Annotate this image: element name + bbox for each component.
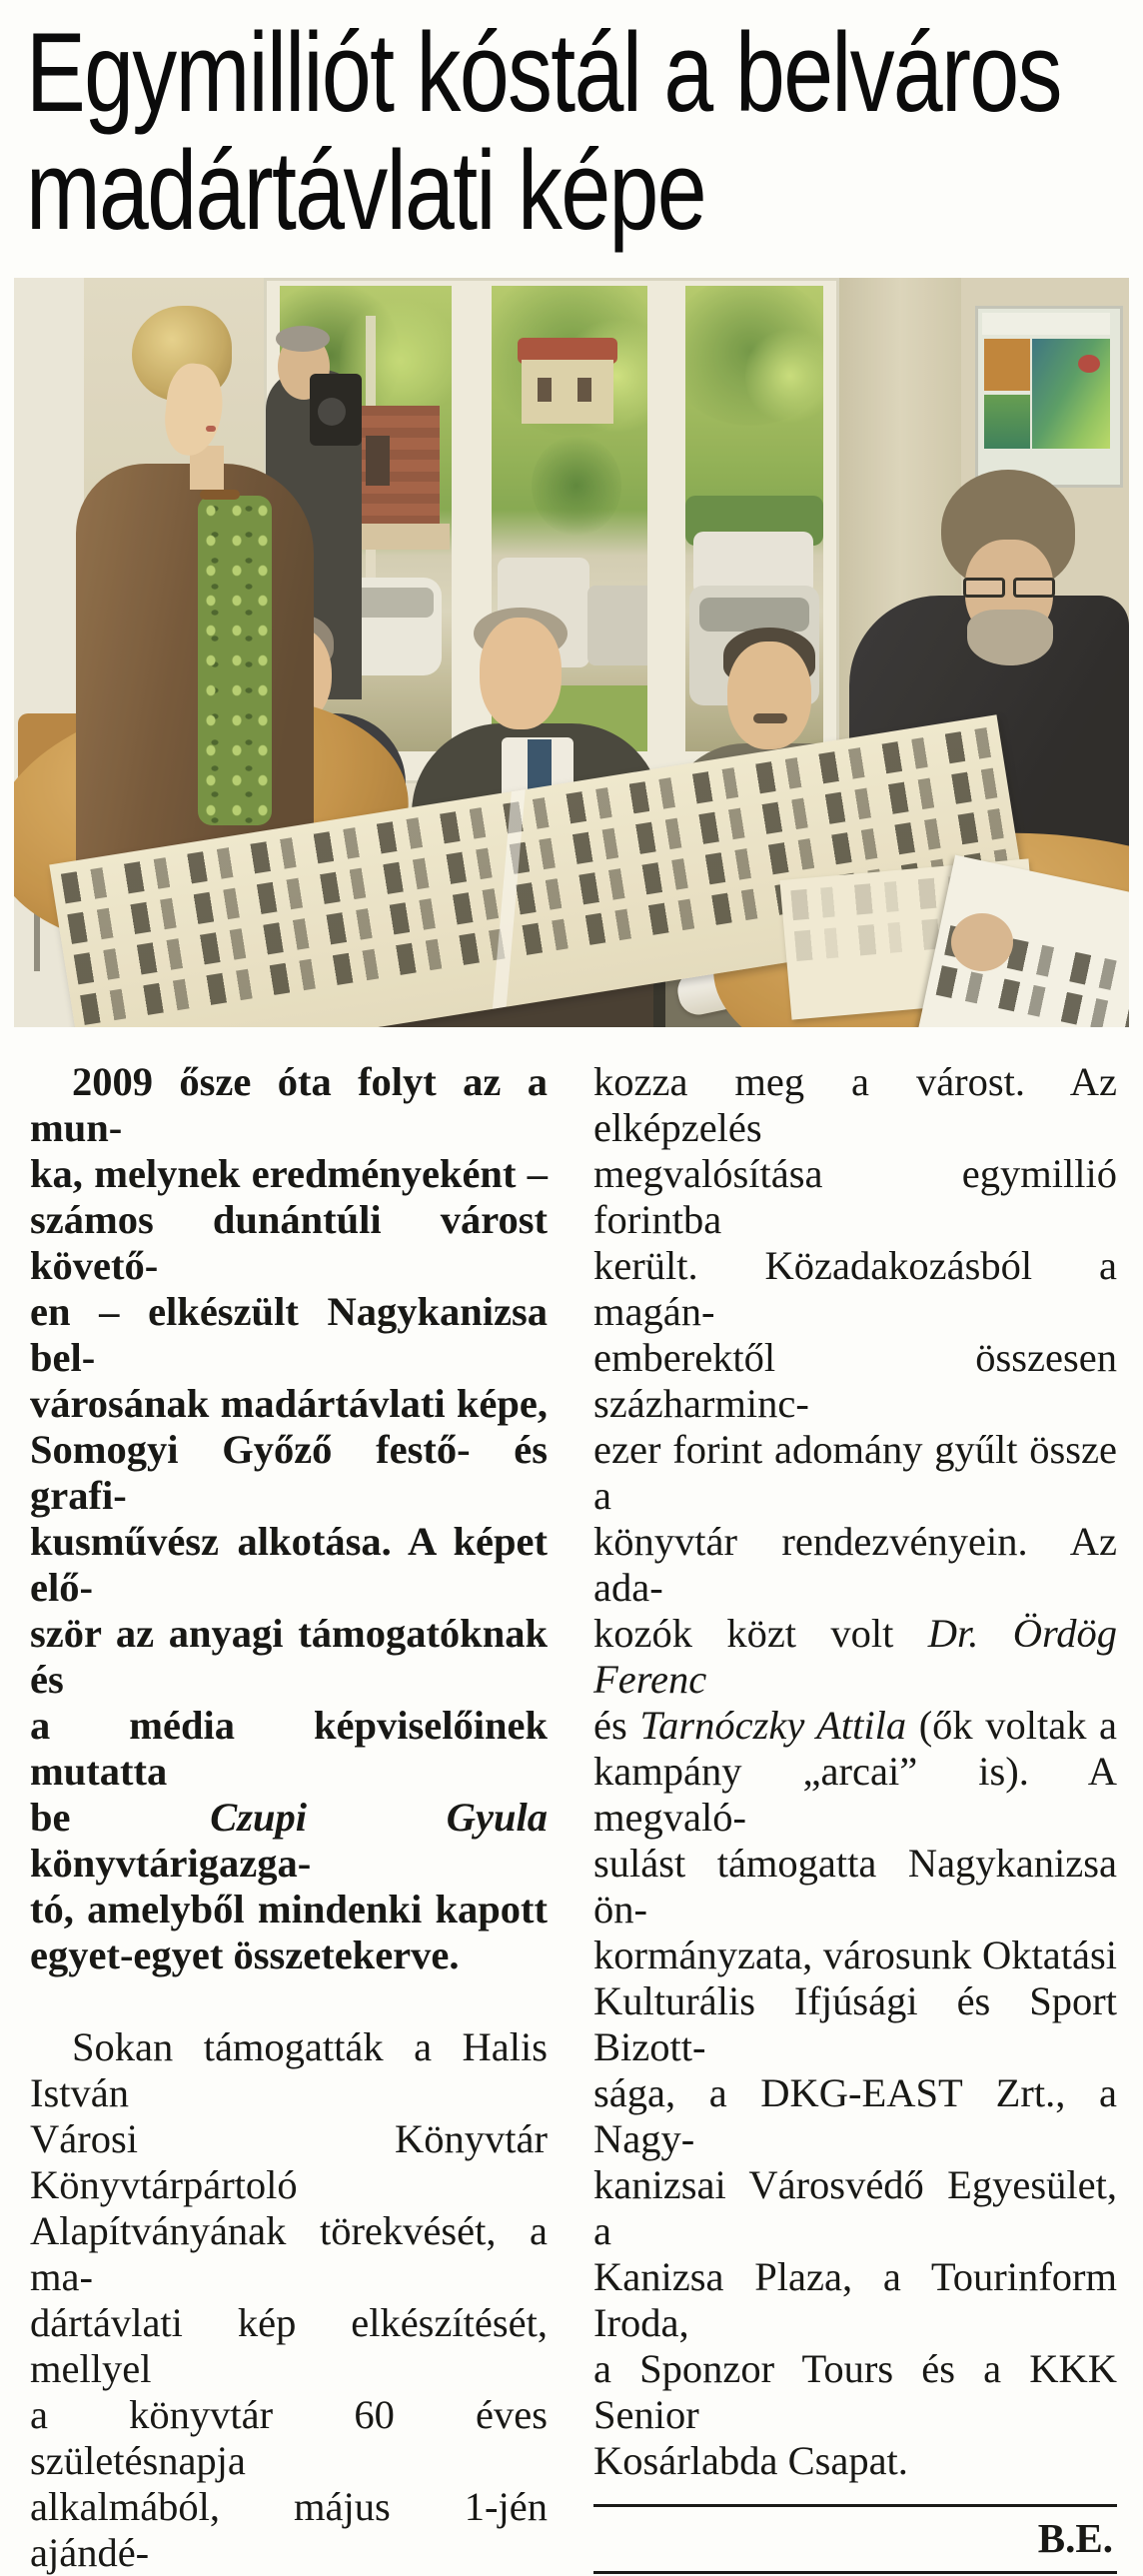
text-line: könyvtár rendezvényein. Az ada- <box>593 1519 1117 1610</box>
photo-poster-orange-block <box>984 339 1030 391</box>
text-line: be Czupi Gyula könyvtárigazga- <box>30 1795 549 1886</box>
paragraph <box>30 1059 548 1978</box>
text-line: Alapítványának törekvését, a ma- <box>30 2208 549 2299</box>
text-line: sága, a DKG-EAST Zrt., a Nagy- <box>593 2070 1117 2161</box>
article-column-right-text <box>593 1059 1117 2484</box>
text-line: került. Közadakozásból a magán- <box>593 1243 1117 1334</box>
photo-poster-art <box>1032 339 1110 449</box>
photo-woman-necklace <box>200 490 240 500</box>
photo-woman-lips <box>206 426 216 432</box>
photo-building-door-2 <box>366 436 390 486</box>
article-headline <box>26 10 1143 253</box>
text-line: számos dunántúli várost követő- <box>30 1197 549 1288</box>
photo-seated-man3-moustache <box>753 713 787 723</box>
text-line: en – elkészült Nagykanizsa bel- <box>30 1289 549 1380</box>
article-body <box>30 1059 1117 2576</box>
photo-wall-poster <box>975 306 1123 488</box>
text-line: Kosárlabda Csapat. <box>593 2438 908 2483</box>
paragraph <box>30 2024 548 2576</box>
photo-photographer-hair <box>276 326 330 352</box>
article-column-left <box>30 1059 548 2576</box>
text-line: és Tarnóczky Attila (ők voltak a <box>593 1703 1117 1748</box>
photo-poster-header <box>982 313 1110 335</box>
photo-car-windows <box>699 598 809 632</box>
text-line: dártávlati kép elkészítését, mellyel <box>30 2300 549 2391</box>
byline-block <box>593 2504 1117 2574</box>
article-photo <box>14 278 1129 1027</box>
text-line: városának madártávlati képe, <box>30 1381 549 1426</box>
text-line: kozza meg a várost. Az elképzelés <box>593 1059 1117 1150</box>
text-line: a könyvtár 60 éves születésnapja <box>30 2392 549 2483</box>
photo-house-window-2 <box>577 378 591 402</box>
photo-seated-man3-face <box>727 642 811 749</box>
byline: B.E. <box>1037 2515 1113 2561</box>
text-line: a Sponzor Tours és a KKK Senior <box>593 2346 1117 2437</box>
photo-house-window <box>538 378 552 402</box>
text-line: megvalósítása egymillió forintba <box>593 1151 1117 1242</box>
photo-bearded-man-glasses <box>963 578 1055 598</box>
text-line: ször az anyagi támogatóknak és <box>30 1611 549 1702</box>
text-line: kozók közt volt Dr. Ördög Ferenc <box>593 1611 1117 1702</box>
photo-woman-blouse <box>198 496 272 825</box>
text-line: alkalmából, május 1-jén ajándé- <box>30 2484 549 2575</box>
photo-small-tree <box>532 436 621 536</box>
text-line: ka, melynek eredményeként – <box>30 1151 549 1196</box>
text-line: Kanizsa Plaza, a Tourinform Iroda, <box>593 2254 1117 2345</box>
text-line: emberektől összesen százharminc- <box>593 1335 1117 1426</box>
photo-house-wall <box>522 360 613 424</box>
photo-glasses-lens-right <box>1013 578 1055 598</box>
text-line: Kulturális Ifjúsági és Sport Bizott- <box>593 1978 1117 2069</box>
text-line: a média képviselőinek mutatta <box>30 1703 549 1794</box>
text-line: kanizsai Városvédő Egyesület, a <box>593 2162 1117 2253</box>
text-line: kormányzata, városunk Oktatási <box>593 1932 1117 1977</box>
text-line: ezer forint adomány gyűlt össze a <box>593 1427 1117 1518</box>
paragraph <box>593 1059 1117 2484</box>
headline-line-2: madártávlati képe <box>26 128 706 253</box>
photo-camera-lens <box>318 398 346 426</box>
article-column-right <box>593 1059 1117 2576</box>
photo-poster-red-mark <box>1078 355 1100 373</box>
text-line: sulást támogatta Nagykanizsa ön- <box>593 1841 1117 1932</box>
text-line: 2009 ősze óta folyt az a mun- <box>30 1059 549 1150</box>
photo-bearded-man-hand <box>951 913 1013 971</box>
text-line: Somogyi Győző festő- és grafi- <box>30 1427 549 1518</box>
text-line: Városi Könyvtár Könyvtárpártoló <box>30 2116 549 2207</box>
text-line: egyet-egyet összetekerve. <box>30 1932 460 1977</box>
text-line: kusművész alkotása. A képet elő- <box>30 1519 549 1610</box>
text-line: tó, amelyből mindenki kapott <box>30 1887 549 1932</box>
text-line: Sokan támogatták a Halis István <box>30 2024 549 2115</box>
photo-parked-car-grey <box>587 586 647 665</box>
photo-seated-man2-face <box>480 618 562 729</box>
text-line: kampány „arcai” is). A megvaló- <box>593 1749 1117 1840</box>
headline-line-1: Egymilliót kóstál a belváros <box>26 10 1061 135</box>
photo-bearded-man-beard <box>967 610 1053 665</box>
photo-poster-green-block <box>984 395 1030 449</box>
photo-glasses-lens-left <box>963 578 1005 598</box>
